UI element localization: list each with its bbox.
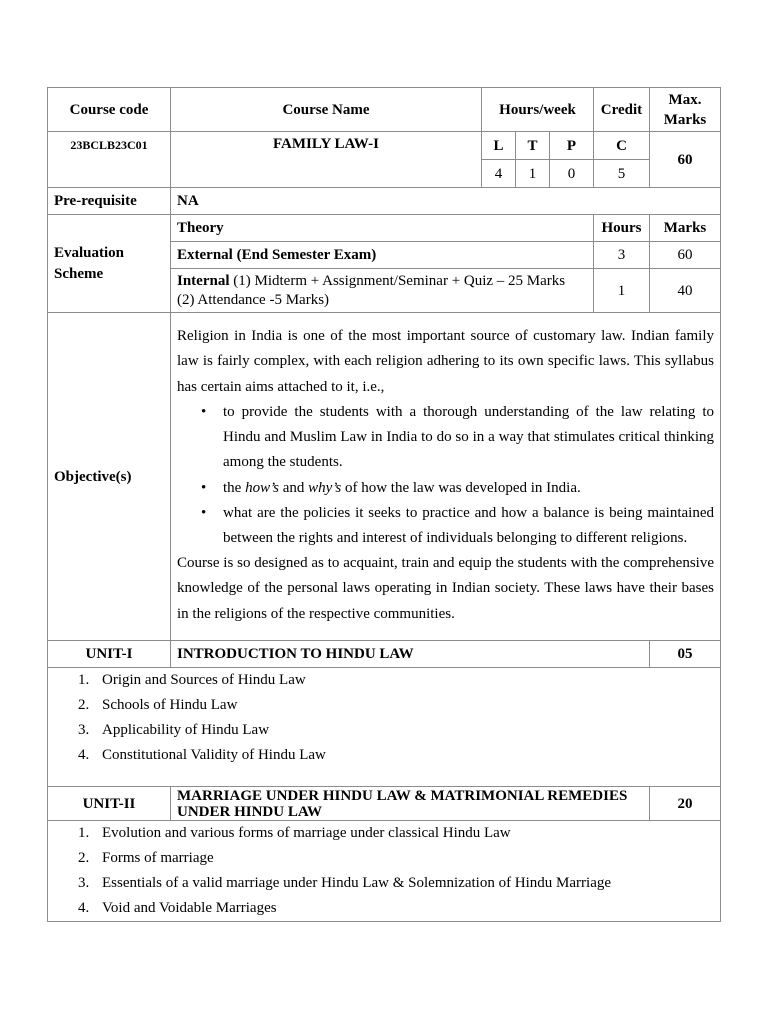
list-item: 2. Schools of Hindu Law [78,697,238,713]
list-item: 3. Essentials of a valid marriage under Hindu Law & Solemnization of Hindu Marriage [78,875,612,891]
prereq-value: NA [171,188,721,215]
unit2-label: UNIT-II [48,787,171,821]
course-code: 23BCLB23C01 [48,132,171,188]
unit1-title: INTRODUCTION TO HINDU LAW [171,641,650,668]
list-item: 2. Forms of marriage [78,850,214,866]
eval-external-marks: 60 [650,242,721,269]
objectives-bullets [177,400,714,551]
syllabus-page [47,87,720,922]
ltp-l-value: 4 [482,160,516,188]
bullet-icon: • [201,504,207,521]
list-item: 4. Constitutional Validity of Hindu Law [78,747,326,763]
eval-marks-header: Marks [650,215,721,242]
unit1-hours: 05 [650,641,721,668]
header-max-marks: Max. Marks [650,88,721,132]
ltp-l: L [482,132,516,160]
eval-external-hours: 3 [594,242,650,269]
unit2-topics [48,821,721,922]
objectives-intro: Religion in India is one of the most important source of customary law. Indian family law is fairly complex, with each religion adhering to its own specific laws. This syllabus has certain aims attached to it, i.e., [177,328,714,395]
unit1-topics [48,668,721,787]
course-max-marks: 60 [650,132,721,188]
header-hours-week: Hours/week [482,88,594,132]
objectives-outro: Course is so designed as to acquaint, train and equip the students with the comprehensive knowledge of the personal laws operating in Indian society. These laws have their bases in the religions of the respective communities. [177,555,714,622]
course-name: FAMILY LAW-I [171,132,482,188]
credit-c: C [594,132,650,160]
ltp-t: T [516,132,550,160]
eval-internal-hours: 1 [594,269,650,313]
list-item: 1. Origin and Sources of Hindu Law [78,672,306,688]
list-item: 3. Applicability of Hindu Law [78,722,270,738]
unit1-label: UNIT-I [48,641,171,668]
objective-bullet: • what are the policies it seeks to practice and how a balance is being maintained between the rights and interest of individuals belonging to different religions. [223,501,714,551]
unit2-hours: 20 [650,787,721,821]
unit2-list [48,821,720,921]
list-item: 4. Void and Voidable Marriages [78,900,277,916]
list-item: 1. Evolution and various forms of marriage under classical Hindu Law [78,825,511,841]
syllabus-table [47,87,721,922]
unit1-list [48,668,720,768]
eval-internal-text2: (2) Attendance -5 Marks) [177,291,330,308]
credit-value: 5 [594,160,650,188]
eval-internal-marks: 40 [650,269,721,313]
bullet-icon: • [201,403,207,420]
prereq-label: Pre-requisite [48,188,171,215]
eval-external-label: External (End Semester Exam) [171,242,594,269]
eval-internal-text: (1) Midterm + Assignment/Seminar + Quiz – 25 Marks [229,272,566,289]
bullet-icon: • [201,479,207,496]
objectives-content [171,313,721,641]
ltp-p-value: 0 [550,160,594,188]
unit2-title: MARRIAGE UNDER HINDU LAW & MATRIMONIAL REMEDIES UNDER HINDU LAW [171,787,650,821]
eval-internal-bold: Internal [177,272,230,289]
header-course-name: Course Name [171,88,482,132]
header-credit: Credit [594,88,650,132]
ltp-t-value: 1 [516,160,550,188]
header-course-code: Course code [48,88,171,132]
eval-internal-cell [171,269,594,313]
ltp-p: P [550,132,594,160]
evaluation-label: Evaluation Scheme [48,215,171,313]
eval-theory: Theory [171,215,594,242]
objective-bullet: • to provide the students with a thorough understanding of the law relating to Hindu and Muslim Law in India to do so in a way that stimulates critical thinking among the students. [223,400,714,476]
eval-hours-header: Hours [594,215,650,242]
objectives-label: Objective(s) [48,313,171,641]
objective-bullet: • the how’s and why’s of how the law was developed in India. [223,476,714,501]
